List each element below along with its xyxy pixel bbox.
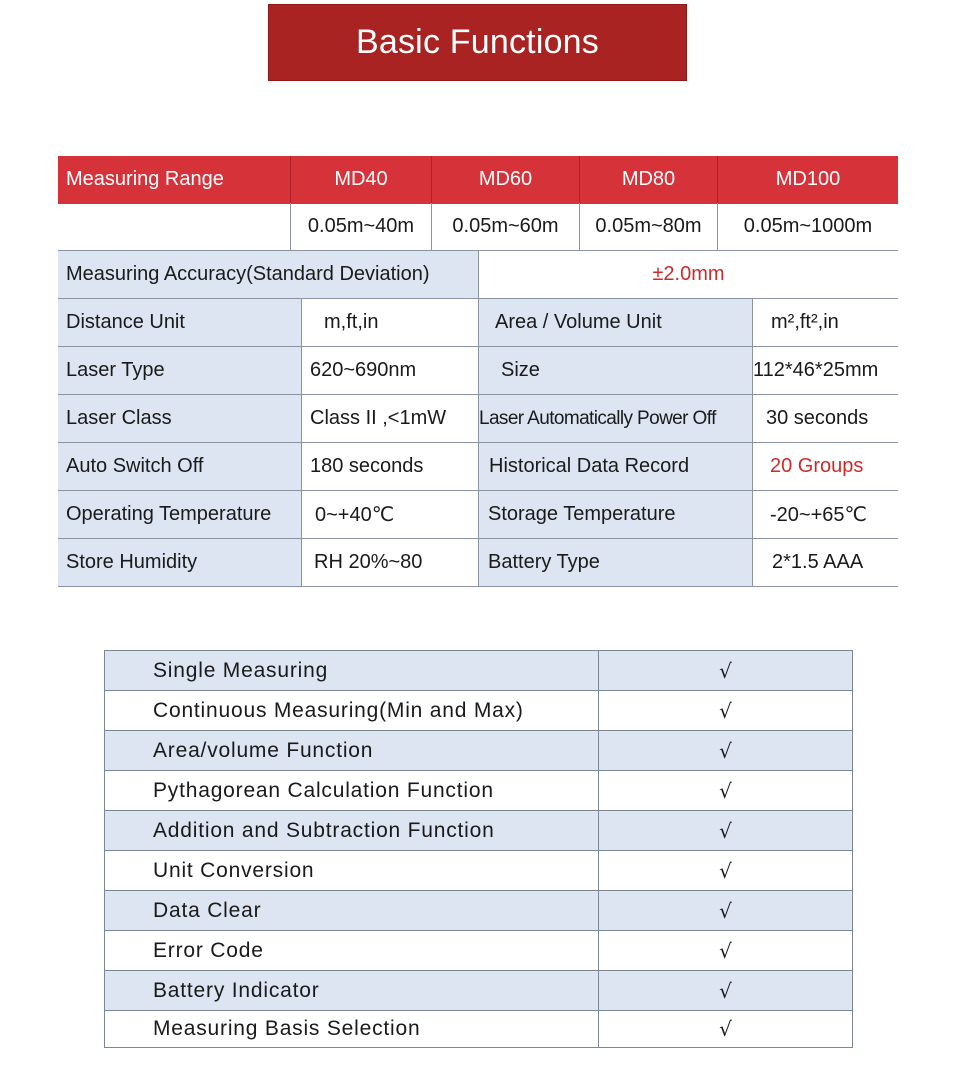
spec-label: Battery Type [478, 539, 752, 586]
function-row [105, 811, 852, 851]
spec-label: Area / Volume Unit [478, 299, 752, 346]
function-name: Single Measuring [153, 658, 329, 682]
function-row [105, 971, 852, 1011]
check-mark: √ [598, 971, 852, 1010]
function-name: Measuring Basis Selection [153, 1017, 421, 1040]
function-name: Area/volume Function [153, 738, 374, 762]
title-banner [268, 4, 687, 81]
spec-value: 180 seconds [301, 443, 478, 490]
spec-value: m²,ft²,in [752, 299, 898, 346]
function-row [105, 931, 852, 971]
functions-table [104, 650, 853, 1048]
spec-row [58, 395, 898, 443]
spec-value: 112*46*25mm [752, 347, 898, 394]
spec-label: Storage Temperature [478, 491, 752, 538]
spec-label: Auto Switch Off [58, 443, 301, 490]
spec-value-highlight: 20 Groups [752, 443, 898, 490]
spec-label: Laser Type [58, 347, 301, 394]
range-value-md40: 0.05m~40m [290, 203, 431, 250]
spec-value: 0~+40℃ [301, 491, 478, 538]
spec-value: 620~690nm [301, 347, 478, 394]
accuracy-label: Measuring Accuracy(Standard Deviation) [58, 251, 478, 298]
spec-value: 2*1.5 AAA [752, 539, 898, 586]
function-row [105, 691, 852, 731]
model-header-md80: MD80 [579, 156, 717, 203]
function-row [105, 851, 852, 891]
spec-label: Store Humidity [58, 539, 301, 586]
function-name: Battery Indicator [153, 978, 320, 1002]
spec-row [58, 539, 898, 587]
accuracy-value: ±2.0mm [478, 251, 898, 298]
check-mark: √ [598, 1011, 852, 1047]
spec-row [58, 299, 898, 347]
check-mark: √ [598, 811, 852, 850]
function-name: Pythagorean Calculation Function [153, 778, 494, 802]
spec-label: Size [478, 347, 752, 394]
accuracy-row [58, 251, 898, 299]
function-name: Unit Conversion [153, 858, 315, 882]
function-name: Continuous Measuring(Min and Max) [153, 698, 524, 722]
check-mark: √ [598, 931, 852, 970]
spec-value: -20~+65℃ [752, 491, 898, 538]
spec-label: Laser Class [58, 395, 301, 442]
model-header-md60: MD60 [431, 156, 579, 203]
spec-value: RH 20%~80 [301, 539, 478, 586]
check-mark: √ [598, 651, 852, 690]
spec-label: Operating Temperature [58, 491, 301, 538]
spec-row [58, 347, 898, 395]
range-header-row [58, 156, 898, 204]
check-mark: √ [598, 891, 852, 930]
spec-row [58, 443, 898, 491]
check-mark: √ [598, 771, 852, 810]
range-values-blank [58, 203, 290, 250]
range-value-md60: 0.05m~60m [431, 203, 579, 250]
range-value-md80: 0.05m~80m [579, 203, 717, 250]
function-row [105, 731, 852, 771]
spec-row [58, 491, 898, 539]
check-mark: √ [598, 731, 852, 770]
page-title: Basic Functions [356, 23, 599, 61]
model-header-md100: MD100 [717, 156, 898, 203]
function-row [105, 771, 852, 811]
spec-label: Historical Data Record [478, 443, 752, 490]
spec-label: Distance Unit [58, 299, 301, 346]
spec-value: 30 seconds [752, 395, 898, 442]
range-header-label: Measuring Range [66, 168, 224, 190]
function-row [105, 1011, 852, 1047]
range-values-row [58, 203, 898, 251]
model-header-md40: MD40 [290, 156, 431, 203]
check-mark: √ [598, 851, 852, 890]
check-mark: √ [598, 691, 852, 730]
function-name: Data Clear [153, 898, 262, 922]
spec-value: Class II ,<1mW [301, 395, 478, 442]
function-name: Addition and Subtraction Function [153, 818, 495, 842]
function-row [105, 651, 852, 691]
range-value-md100: 0.05m~1000m [717, 203, 898, 250]
function-name: Error Code [153, 938, 264, 962]
spec-value: m,ft,in [301, 299, 478, 346]
function-row [105, 891, 852, 931]
spec-label: Laser Automatically Power Off [478, 395, 752, 442]
